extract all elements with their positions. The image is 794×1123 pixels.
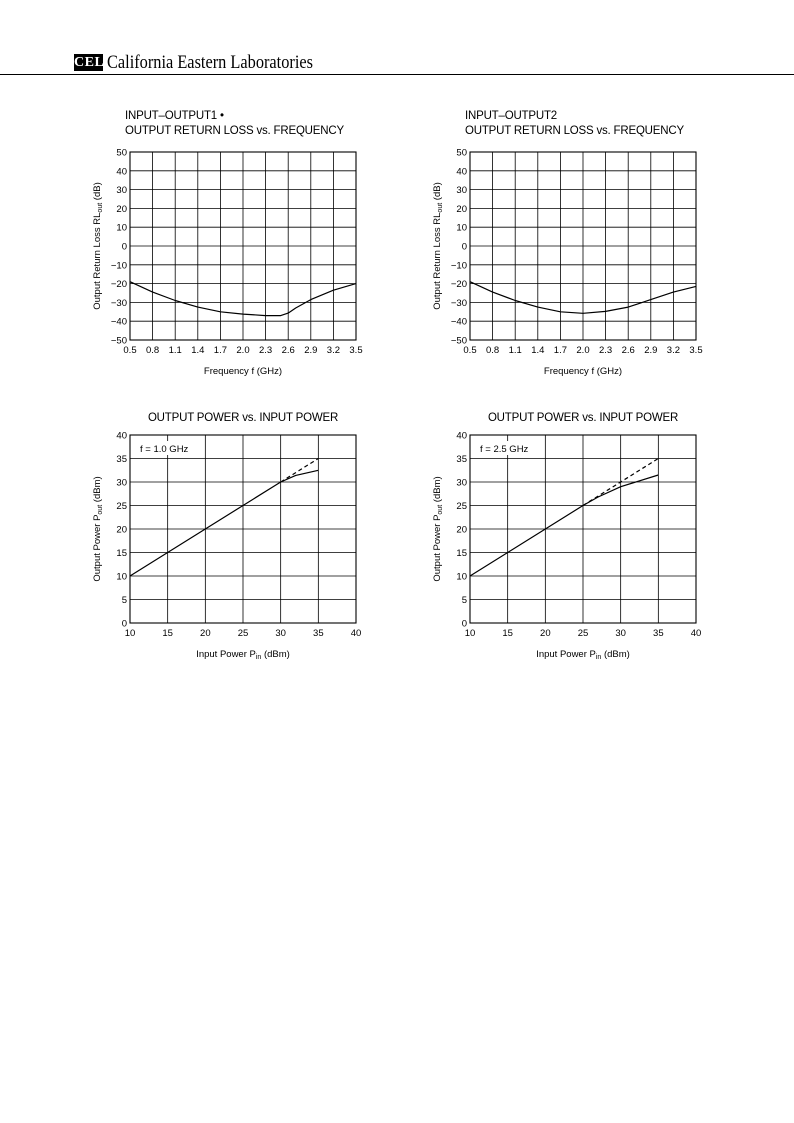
x-tick-label: 15	[502, 628, 513, 639]
y-tick-label: 40	[456, 166, 467, 178]
y-axis-label-text: Output Power P	[92, 514, 103, 582]
y-tick-label: 35	[116, 454, 127, 465]
y-axis-label	[432, 476, 444, 581]
x-tick-label: 30	[275, 628, 286, 639]
chart-title-line: INPUT–OUTPUT2	[465, 110, 557, 122]
y-axis-label-suffix: (dB)	[92, 182, 103, 203]
x-tick-label: 0.8	[485, 345, 500, 356]
x-axis-label-text: Frequency f (GHz)	[543, 366, 623, 377]
y-tick-label: 20	[116, 203, 127, 215]
x-tick-label: 1.4	[531, 345, 545, 356]
y-tick-label: 0	[121, 618, 127, 630]
y-tick-label: −10	[110, 260, 127, 272]
y-tick-label: −50	[450, 335, 467, 347]
y-tick-label: 25	[456, 501, 467, 512]
y-tick-label: 35	[456, 454, 467, 465]
x-tick-label: 3.5	[689, 345, 703, 356]
x-tick-label: 25	[577, 628, 589, 639]
y-tick-label: 20	[456, 203, 467, 215]
frequency-annotation: f = 1.0 GHz	[140, 444, 189, 455]
y-tick-label: 15	[456, 548, 467, 559]
x-tick-label: 35	[313, 628, 324, 639]
y-axis-label-suffix: (dBm)	[92, 476, 103, 505]
x-tick-label: 1.7	[553, 345, 568, 356]
y-tick-label: 0	[461, 618, 467, 630]
y-tick-label: 40	[116, 430, 127, 442]
y-axis-label-text: Output Return Loss RL	[432, 212, 443, 310]
x-tick-label: 2.3	[258, 345, 273, 356]
y-axis-label-subscript: out	[437, 202, 444, 213]
x-tick-label: 15	[162, 628, 173, 639]
x-axis-label-subscript: in	[255, 654, 262, 661]
y-tick-label: 25	[116, 501, 127, 512]
x-tick-label: 0.5	[123, 345, 137, 356]
x-tick-label: 0.8	[145, 345, 160, 356]
y-tick-label: −30	[110, 297, 127, 309]
x-tick-label: 1.1	[168, 345, 182, 356]
x-tick-label: 1.7	[213, 345, 228, 356]
y-tick-label: 20	[456, 524, 467, 536]
x-tick-label: 35	[653, 628, 664, 639]
y-axis-label-subscript: out	[97, 504, 104, 515]
x-tick-label: 3.2	[326, 345, 341, 356]
y-tick-label: 30	[116, 477, 127, 489]
y-tick-label: 5	[121, 595, 127, 606]
x-axis-label	[536, 649, 630, 661]
y-tick-label: 10	[116, 222, 127, 234]
x-axis-label-subscript: in	[595, 654, 602, 661]
y-axis-label-subscript: out	[437, 504, 444, 515]
x-tick-label: 1.4	[191, 345, 205, 356]
y-tick-label: 20	[116, 524, 127, 536]
x-tick-label: 20	[540, 628, 551, 639]
x-axis-label-suffix: (dBm)	[601, 649, 630, 660]
y-axis-label-suffix: (dBm)	[432, 476, 443, 505]
x-tick-label: 10	[464, 628, 476, 639]
x-tick-label: 2.9	[304, 345, 318, 356]
y-tick-label: −50	[110, 335, 127, 347]
x-tick-label: 2.3	[598, 345, 613, 356]
y-axis-label-subscript: out	[97, 202, 104, 213]
chart-title-line: OUTPUT POWER vs. INPUT POWER	[487, 412, 679, 424]
x-tick-label: 2.0	[576, 345, 590, 356]
x-tick-label: 20	[200, 628, 211, 639]
x-tick-label: 40	[350, 628, 362, 639]
x-tick-label: 0.5	[463, 345, 477, 356]
x-tick-label: 10	[124, 628, 136, 639]
chart-title-line: OUTPUT RETURN LOSS vs. FREQUENCY	[125, 125, 344, 137]
y-tick-label: 5	[461, 595, 467, 606]
y-axis-label-text: Output Return Loss RL	[92, 212, 103, 310]
y-tick-label: 10	[116, 571, 127, 583]
y-axis-label-text: Output Power P	[432, 514, 443, 582]
x-axis-label-text: Input Power P	[536, 649, 596, 660]
y-tick-label: 40	[456, 430, 467, 442]
y-tick-label: 0	[461, 241, 467, 253]
x-tick-label: 2.0	[236, 345, 250, 356]
x-tick-label: 1.1	[508, 345, 522, 356]
y-tick-label: −20	[450, 279, 467, 291]
y-tick-label: 40	[116, 166, 127, 178]
y-tick-label: 10	[456, 571, 467, 583]
x-tick-label: 40	[690, 628, 702, 639]
company-name: California Eastern Laboratories	[107, 52, 313, 73]
y-tick-label: 30	[116, 185, 127, 197]
x-tick-label: 3.5	[349, 345, 363, 356]
y-tick-label: 30	[456, 477, 467, 489]
y-axis-label-suffix: (dB)	[432, 182, 443, 203]
chart-title-line: INPUT–OUTPUT1 •	[125, 110, 224, 122]
y-tick-label: 50	[116, 147, 127, 159]
y-tick-label: 0	[121, 241, 127, 253]
x-tick-label: 2.6	[621, 345, 635, 356]
frequency-annotation: f = 2.5 GHz	[480, 444, 529, 455]
chart-title-line: OUTPUT RETURN LOSS vs. FREQUENCY	[465, 125, 684, 137]
y-tick-label: 30	[456, 185, 467, 197]
x-axis-label-text: Input Power P	[196, 649, 256, 660]
y-tick-label: 10	[456, 222, 467, 234]
x-axis-label-text: Frequency f (GHz)	[203, 366, 283, 377]
y-tick-label: 50	[456, 147, 467, 159]
x-tick-label: 3.2	[666, 345, 681, 356]
x-tick-label: 2.9	[644, 345, 658, 356]
y-tick-label: −10	[450, 260, 467, 272]
x-tick-label: 25	[237, 628, 249, 639]
y-tick-label: −40	[110, 316, 127, 328]
series-line-measured	[470, 475, 658, 576]
x-tick-label: 2.6	[281, 345, 295, 356]
y-tick-label: −20	[110, 279, 127, 291]
x-axis-label-suffix: (dBm)	[261, 649, 290, 660]
x-tick-label: 30	[615, 628, 626, 639]
cel-logo: CEL	[74, 55, 105, 70]
y-tick-label: −40	[450, 316, 467, 328]
y-tick-label: 15	[116, 548, 127, 559]
y-tick-label: −30	[450, 297, 467, 309]
chart-title-line: OUTPUT POWER vs. INPUT POWER	[147, 412, 339, 424]
